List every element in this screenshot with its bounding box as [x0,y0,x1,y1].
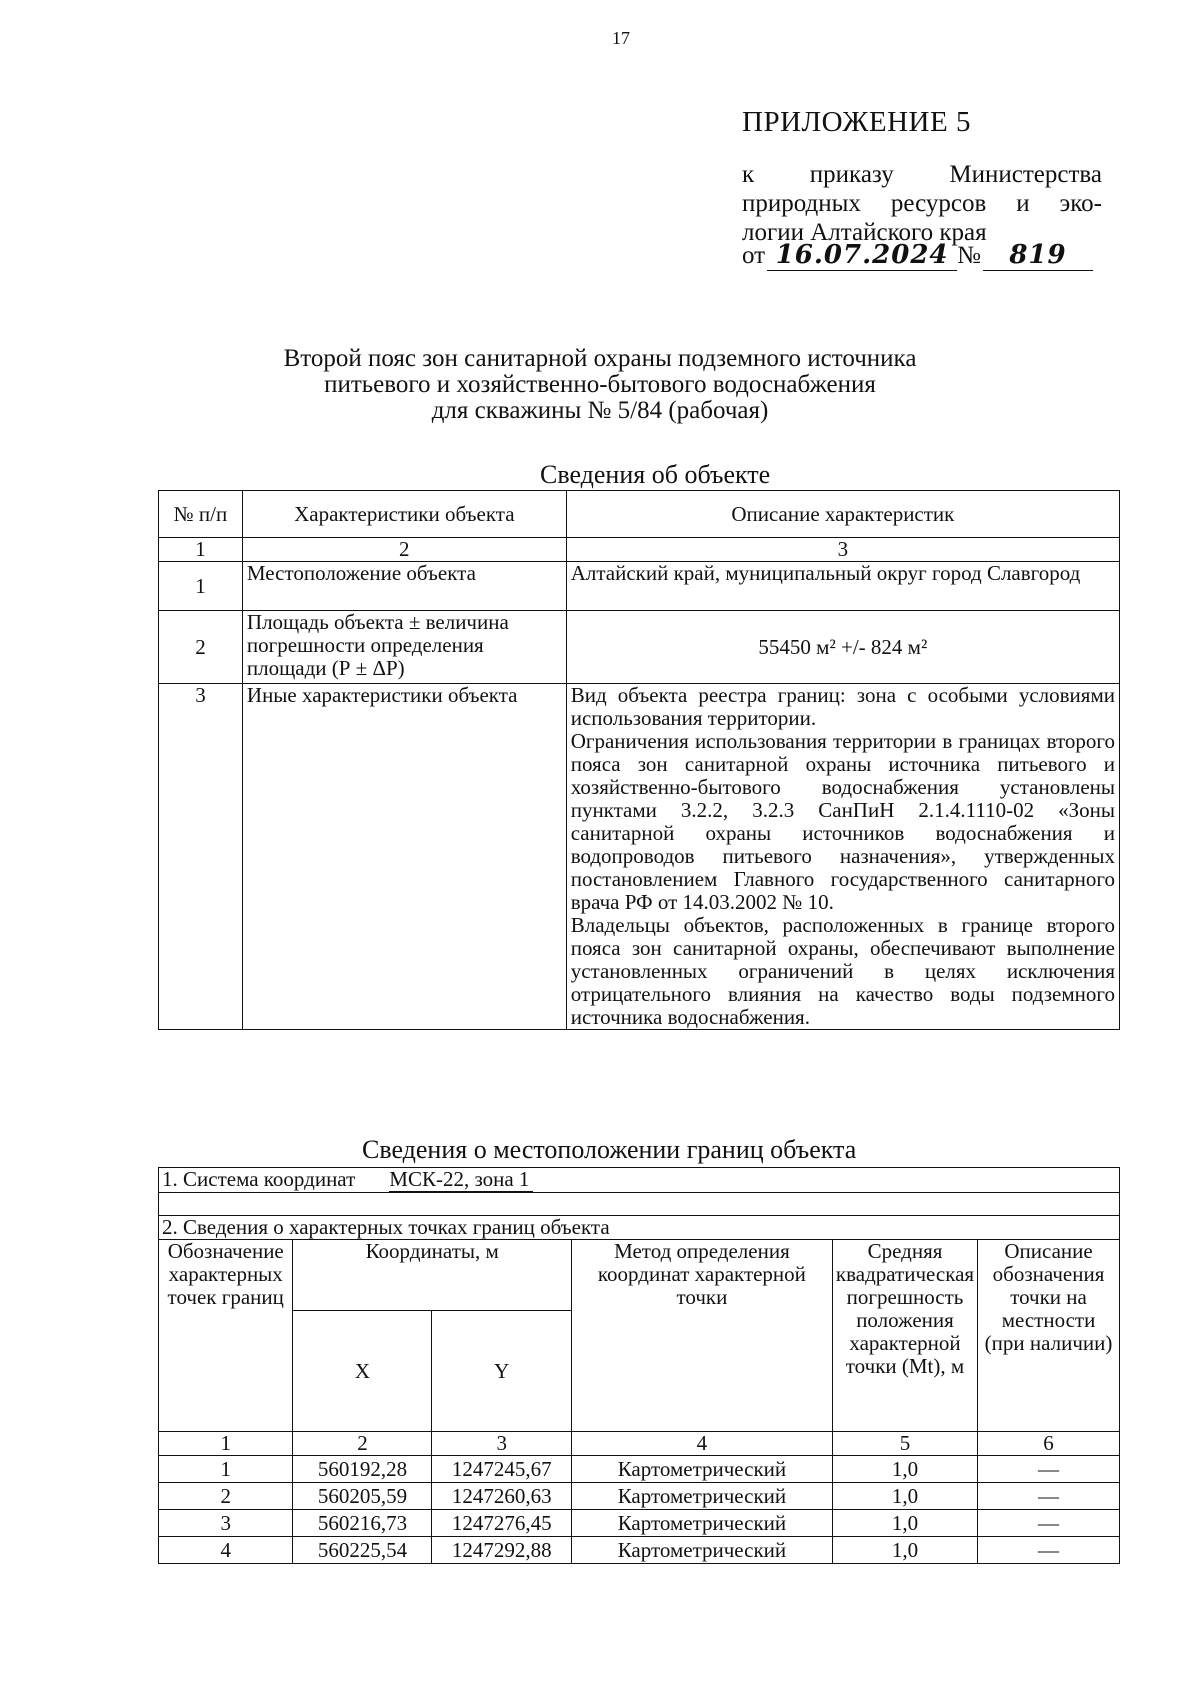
appendix-title: ПРИЛОЖЕНИЕ 5 [742,106,971,138]
blank-cell [159,1193,1120,1216]
point-id: 3 [159,1510,293,1537]
section-heading-boundaries: Сведения о местоположении границ объекта [362,1135,857,1164]
row-value [566,684,1119,1030]
point-method: Картометрический [571,1483,832,1510]
header-description: Описание характеристик [566,491,1119,538]
boundaries-table [158,1167,1120,1564]
handwritten-number: 819 [983,240,1093,271]
number-label: № [957,242,981,269]
col-number: 1 [159,1432,293,1456]
document-title [210,346,990,424]
point-id: 4 [159,1537,293,1564]
page-number: 17 [612,28,630,48]
point-x: 560205,59 [293,1483,432,1510]
column-numbers-row [159,1432,1120,1456]
header-x: X [293,1311,432,1432]
table-row [159,1483,1120,1510]
point-id: 2 [159,1483,293,1510]
point-description: — [978,1483,1120,1510]
point-method: Картометрический [571,1537,832,1564]
object-info-table [158,490,1120,1030]
point-y: 1247245,67 [432,1456,571,1483]
point-description: — [978,1510,1120,1537]
header-number: № п/п [159,491,243,538]
point-method: Картометрический [571,1456,832,1483]
coordinate-system-row [159,1168,1120,1193]
points-header-row [159,1240,1120,1311]
point-y: 1247260,63 [432,1483,571,1510]
row-value-paragraph: Владельцы объектов, расположенных в границе второго пояса зон санитарной охраны, обеспечивают выполнение установленных ограничений в целях исключения отрицательного влияния на качество воды подземного источника водоснабжения. [570,913,1115,1029]
point-y: 1247292,88 [432,1537,571,1564]
title-line-1: Второй пояс зон санитарной охраны подземного источника [283,345,917,372]
table-row [159,1456,1120,1483]
appendix-order-line-1: к приказу Министерства [742,161,1102,188]
col-number: 3 [566,538,1119,562]
row-name: Площадь объекта ± величина погрешности определения площади (Р ± ΔР) [242,611,566,684]
col-number: 4 [571,1432,832,1456]
coordinate-system-label: 1. Система координат [162,1167,356,1191]
blank-row [159,1193,1120,1216]
point-error: 1,0 [832,1537,977,1564]
col-number: 2 [293,1432,432,1456]
header-error: Средняя квадратическая погрешность положения характерной точки (Mt), м [832,1240,977,1432]
point-description: — [978,1537,1120,1564]
header-coordinates: Координаты, м [293,1240,571,1311]
header-description: Описание обозначения точки на местности (при наличии) [978,1240,1120,1432]
row-number: 2 [159,611,243,684]
table-row [159,562,1120,611]
table-row [159,1510,1120,1537]
appendix-order-line-3: логии Алтайского края [742,219,987,246]
col-number: 5 [832,1432,977,1456]
from-label: от [742,242,766,269]
row-number: 1 [159,562,243,611]
table-row [159,684,1120,1030]
point-error: 1,0 [832,1510,977,1537]
point-x: 560192,28 [293,1456,432,1483]
col-number: 3 [432,1432,571,1456]
appendix-order-line-2: природных ресурсов и эко- [742,190,1102,217]
column-numbers-row [159,538,1120,562]
header-method: Метод определения координат характерной точки [571,1240,832,1432]
table-row [159,611,1120,684]
appendix-date-number [742,240,1093,271]
title-line-3: для скважины № 5/84 (рабочая) [431,397,769,424]
point-x: 560225,54 [293,1537,432,1564]
row-value: Алтайский край, муниципальный округ город Славгород [566,562,1119,611]
row-value: 55450 м² +/- 824 м² [566,611,1119,684]
title-line-2: питьевого и хозяйственно-бытового водоснабжения [324,371,876,398]
point-error: 1,0 [832,1456,977,1483]
point-x: 560216,73 [293,1510,432,1537]
row-name: Иные характеристики объекта [242,684,566,1030]
points-label-row [159,1216,1120,1240]
table-header-row [159,491,1120,538]
header-designation: Обозначение характерных точек границ [159,1240,293,1432]
row-number: 3 [159,684,243,1030]
point-y: 1247276,45 [432,1510,571,1537]
coordinate-system-cell [159,1168,1120,1193]
section-heading-object: Сведения об объекте [540,460,771,489]
points-label: 2. Сведения о характерных точках границ объекта [159,1216,1120,1240]
header-y: Y [432,1311,571,1432]
row-value-paragraph: Вид объекта реестра границ: зона с особыми условиями использования территории. [570,683,1115,730]
header-characteristics: Характеристики объекта [242,491,566,538]
point-description: — [978,1456,1120,1483]
row-value-paragraph: Ограничения использования территории в границах второго пояса зон санитарной охраны источника питьевого и хозяйственно-бытового водоснабжения установлены пунктами 3.2.2, 3.2.3 СанПиН 2.1.4.1110-02 «Зоны санитарной охраны источников водоснабжения и водопроводов питьевого назначения», утвержденных постановлением Главного государственного санитарного врача РФ от 14.03.2002 № 10. [570,729,1115,914]
handwritten-date: 16.07.2024 [767,240,957,271]
table-row [159,1537,1120,1564]
col-number: 1 [159,538,243,562]
point-id: 1 [159,1456,293,1483]
point-method: Картометрический [571,1510,832,1537]
row-name: Местоположение объекта [242,562,566,611]
coordinate-system-value: МСК-22, зона 1 [389,1168,533,1192]
col-number: 6 [978,1432,1120,1456]
col-number: 2 [242,538,566,562]
point-error: 1,0 [832,1483,977,1510]
